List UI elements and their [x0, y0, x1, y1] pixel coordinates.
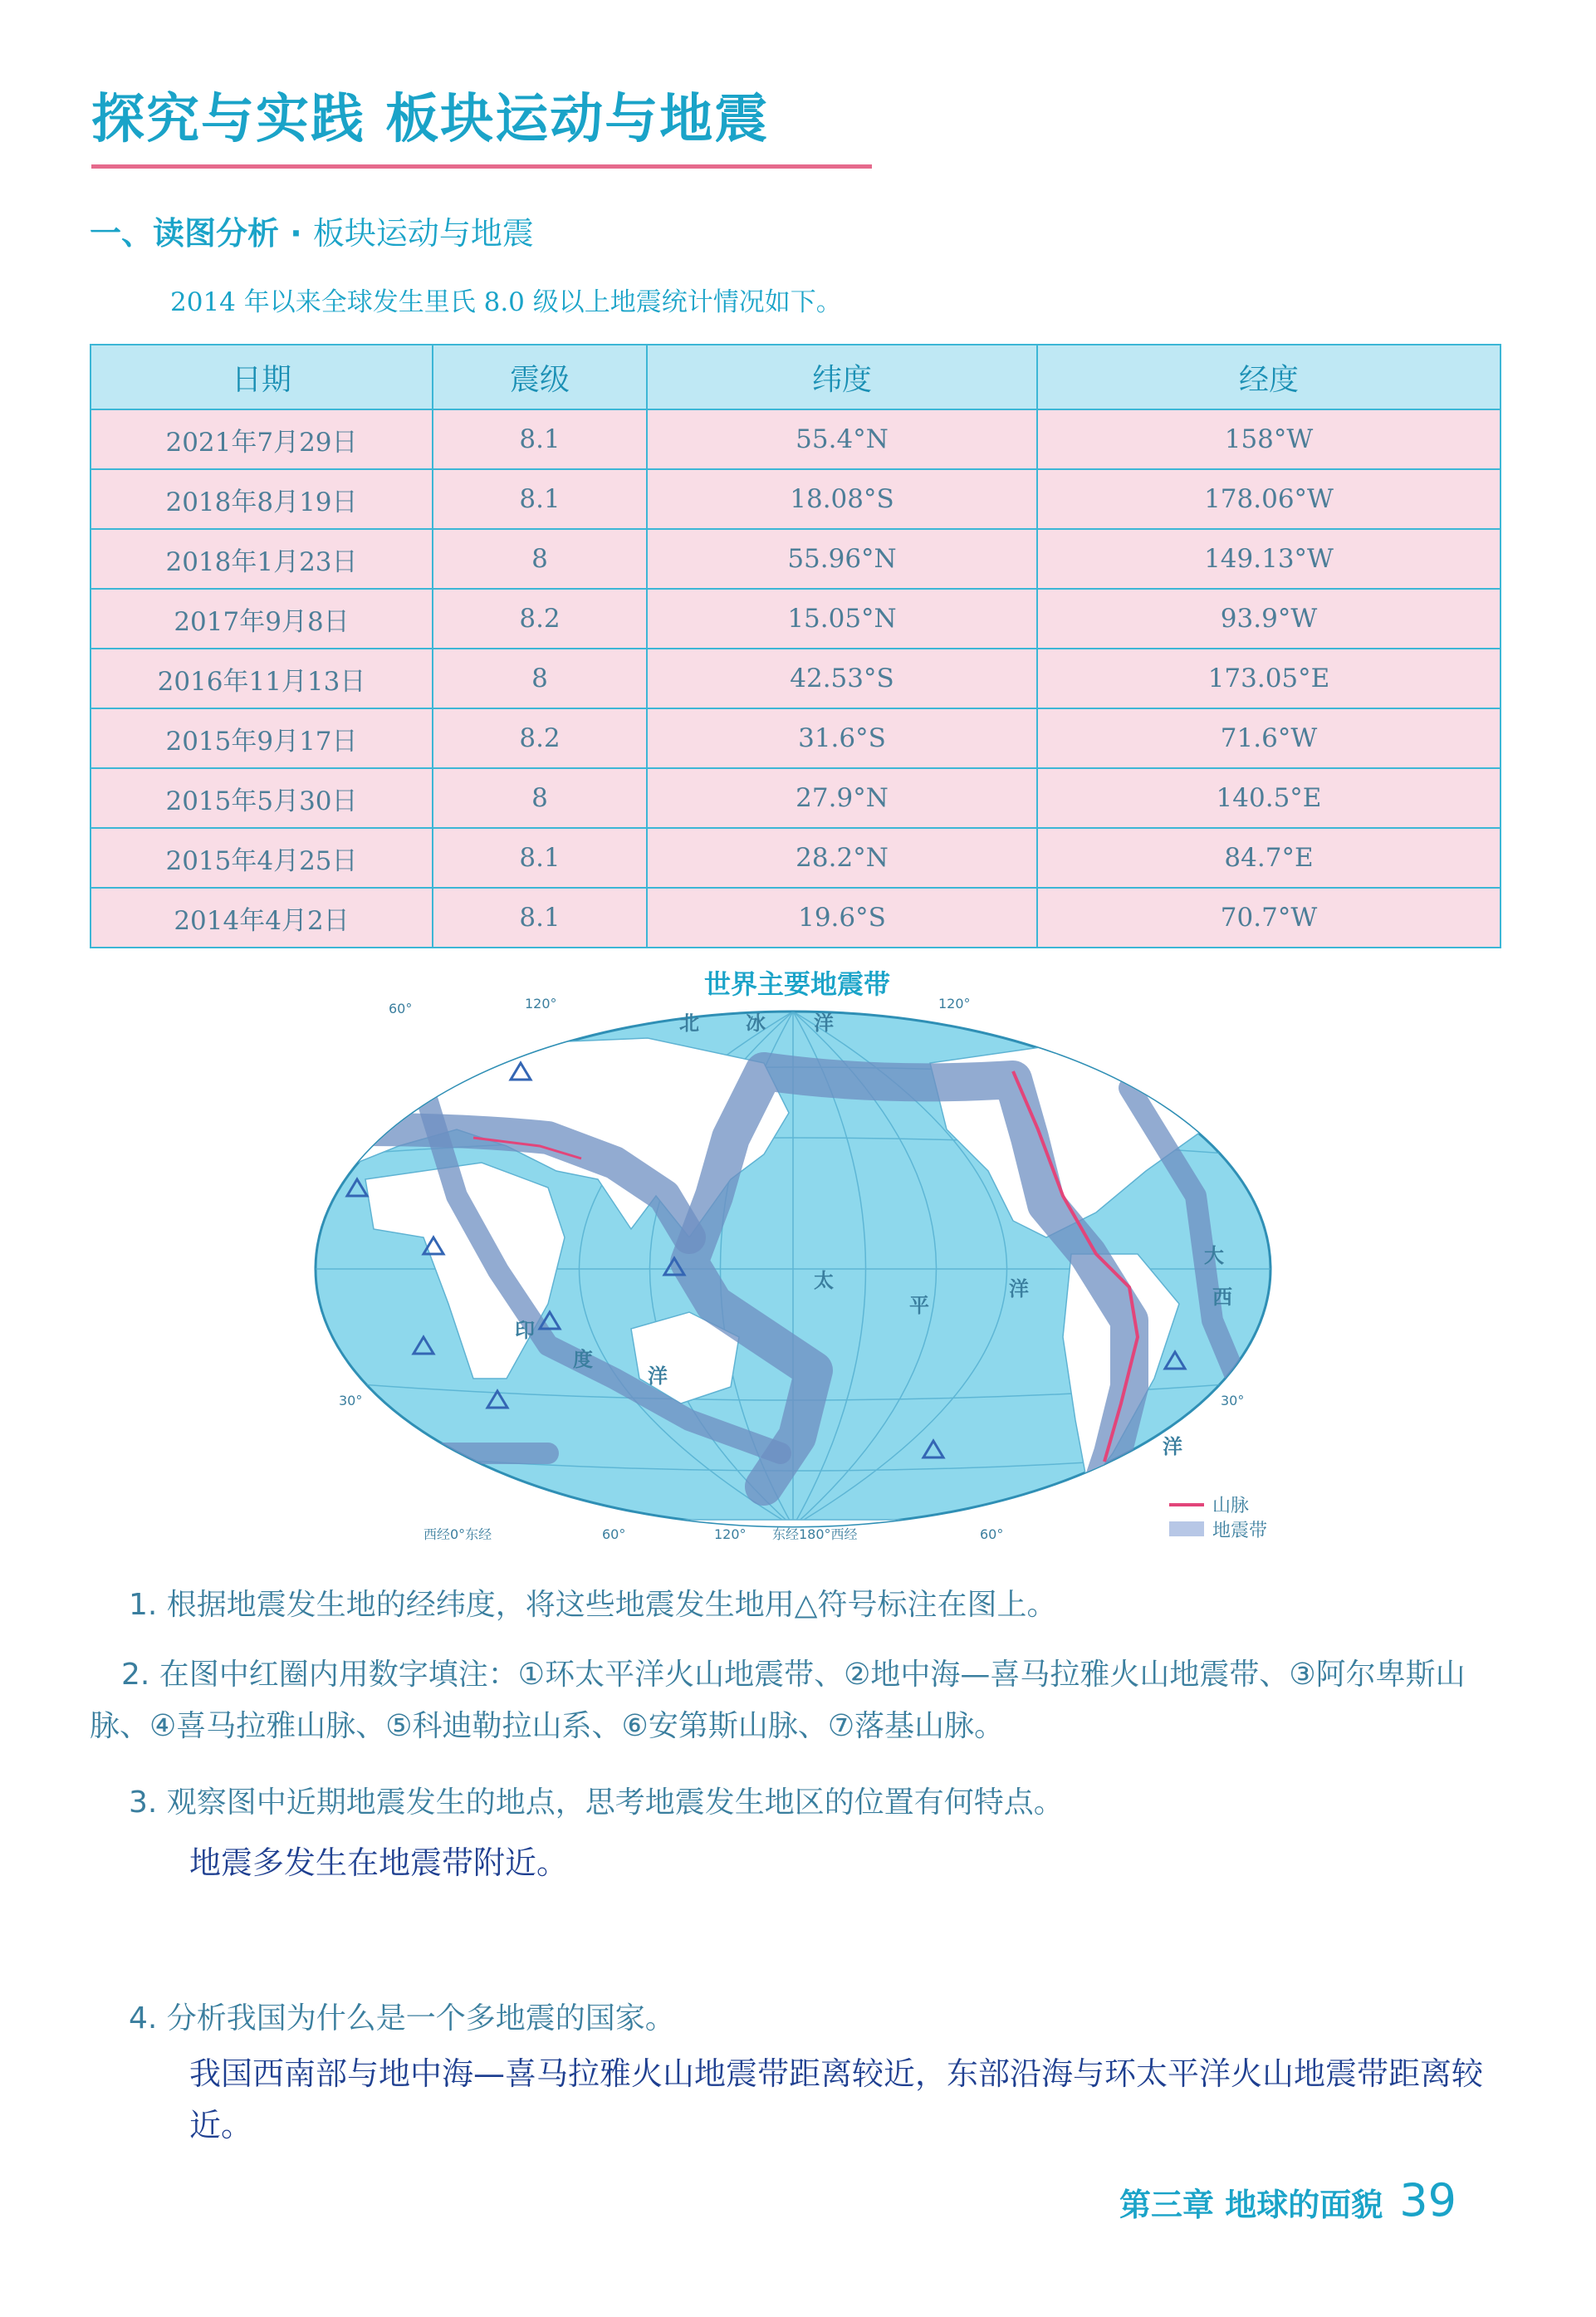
map-legend	[1169, 1496, 1267, 1541]
cell-date: 2021年7月29日	[91, 409, 433, 469]
lon-label: 60°	[980, 1526, 1004, 1542]
page-footer	[1119, 2174, 1456, 2226]
table-row	[91, 649, 1501, 708]
lon-label: 120°	[938, 996, 971, 1012]
ocean-label: 西	[1212, 1286, 1232, 1309]
lon-label: 60°	[389, 1001, 413, 1016]
cell-latitude: 31.6°S	[647, 708, 1037, 768]
cell-magnitude: 8.2	[433, 708, 647, 768]
answer-3: 地震多发生在地震带附近。	[189, 1844, 569, 1881]
cell-magnitude: 8.2	[433, 589, 647, 649]
cell-latitude: 55.96°N	[647, 529, 1037, 589]
section-label: 一、读图分析 ·	[90, 215, 313, 252]
ocean-label: 大	[1204, 1244, 1224, 1267]
ocean-label: 北	[679, 1012, 699, 1035]
answer-4: 我国西南部与地中海—喜马拉雅火山地震带距离较近，东部沿海与环太平洋火山地震带距离较近。	[189, 2055, 1484, 2143]
table-row	[91, 708, 1501, 768]
table-row	[91, 888, 1501, 948]
page-title: 探究与实践 板块运动与地震	[91, 76, 872, 169]
legend-seismic-swatch	[1169, 1521, 1204, 1536]
table-row	[91, 828, 1501, 888]
ocean-label: 印	[515, 1319, 535, 1342]
table-row	[91, 768, 1501, 828]
lat-label: 30°	[339, 1393, 363, 1408]
table-body	[91, 409, 1501, 948]
cell-longitude: 149.13°W	[1037, 529, 1501, 589]
cell-date: 2017年9月8日	[91, 589, 433, 649]
lon-label: 东经180°西经	[772, 1526, 858, 1542]
cell-magnitude: 8.1	[433, 469, 647, 529]
cell-longitude: 178.06°W	[1037, 469, 1501, 529]
cell-latitude: 28.2°N	[647, 828, 1037, 888]
cell-latitude: 55.4°N	[647, 409, 1037, 469]
lat-label: 30°	[1221, 1393, 1245, 1408]
cell-latitude: 19.6°S	[647, 888, 1037, 948]
cell-date: 2015年5月30日	[91, 768, 433, 828]
table-row	[91, 589, 1501, 649]
lon-label: 120°	[525, 996, 557, 1012]
section-heading	[90, 208, 534, 253]
ocean-label: 平	[909, 1294, 929, 1317]
ocean-label: 冰	[746, 1012, 766, 1035]
header-magnitude: 震级	[433, 345, 647, 409]
cell-latitude: 15.05°N	[647, 589, 1037, 649]
world-seismic-map	[299, 988, 1287, 1545]
legend-mountain-label: 山脉	[1212, 1496, 1250, 1516]
cell-date: 2015年9月17日	[91, 708, 433, 768]
cell-date: 2018年1月23日	[91, 529, 433, 589]
cell-longitude: 84.7°E	[1037, 828, 1501, 888]
page-number: 39	[1399, 2174, 1456, 2226]
cell-date: 2016年11月13日	[91, 649, 433, 708]
intro-text: 2014 年以来全球发生里氏 8.0 级以上地震统计情况如下。	[170, 287, 842, 317]
cell-magnitude: 8.1	[433, 828, 647, 888]
ocean-label: 洋	[1163, 1435, 1182, 1458]
legend-seismic-label: 地震带	[1212, 1521, 1268, 1541]
cell-magnitude: 8	[433, 649, 647, 708]
greenland	[1096, 1013, 1179, 1063]
ocean-label: 洋	[648, 1364, 668, 1388]
ocean-label: 洋	[1009, 1277, 1029, 1301]
header-longitude: 经度	[1037, 345, 1501, 409]
cell-magnitude: 8	[433, 529, 647, 589]
cell-longitude: 140.5°E	[1037, 768, 1501, 828]
lon-label: 60°	[602, 1526, 626, 1542]
cell-date: 2015年4月25日	[91, 828, 433, 888]
cell-magnitude: 8.1	[433, 888, 647, 948]
cell-longitude: 71.6°W	[1037, 708, 1501, 768]
cell-longitude: 93.9°W	[1037, 589, 1501, 649]
earthquake-table	[90, 344, 1501, 948]
lon-label: 西经0°东经	[423, 1526, 492, 1542]
question-4: 4. 分析我国为什么是一个多地震的国家。	[129, 2001, 675, 2035]
cell-date: 2014年4月2日	[91, 888, 433, 948]
chapter-label: 第三章 地球的面貌	[1119, 2187, 1383, 2223]
table-row	[91, 469, 1501, 529]
cell-longitude: 173.05°E	[1037, 649, 1501, 708]
cell-latitude: 27.9°N	[647, 768, 1037, 828]
cell-longitude: 70.7°W	[1037, 888, 1501, 948]
cell-date: 2018年8月19日	[91, 469, 433, 529]
lon-label: 120°	[714, 1526, 747, 1542]
cell-latitude: 18.08°S	[647, 469, 1037, 529]
section-sublabel: 板块运动与地震	[312, 215, 534, 252]
question-1: 1. 根据地震发生地的经纬度，将这些地震发生地用△符号标注在图上。	[129, 1588, 1057, 1622]
cell-latitude: 42.53°S	[647, 649, 1037, 708]
question-2: 2. 在图中红圈内用数字填注：①环太平洋火山地震带、②地中海—喜马拉雅火山地震带、③阿尔卑斯山脉、④喜马拉雅山脉、⑤科迪勒拉山系、⑥安第斯山脉、⑦落基山脉。	[90, 1658, 1466, 1743]
header-latitude: 纬度	[647, 345, 1037, 409]
table-header-row	[91, 345, 1501, 409]
cell-magnitude: 8.1	[433, 409, 647, 469]
table-row	[91, 409, 1501, 469]
question-3: 3. 观察图中近期地震发生的地点，思考地震发生地区的位置有何特点。	[129, 1786, 1064, 1820]
cell-magnitude: 8	[433, 768, 647, 828]
ocean-label: 度	[573, 1348, 593, 1371]
cell-longitude: 158°W	[1037, 409, 1501, 469]
header-date: 日期	[91, 345, 433, 409]
ocean-label: 洋	[814, 1012, 834, 1035]
table-row	[91, 529, 1501, 589]
ocean-label: 太	[814, 1269, 834, 1292]
map-title: 世界主要地震带	[703, 968, 890, 1000]
